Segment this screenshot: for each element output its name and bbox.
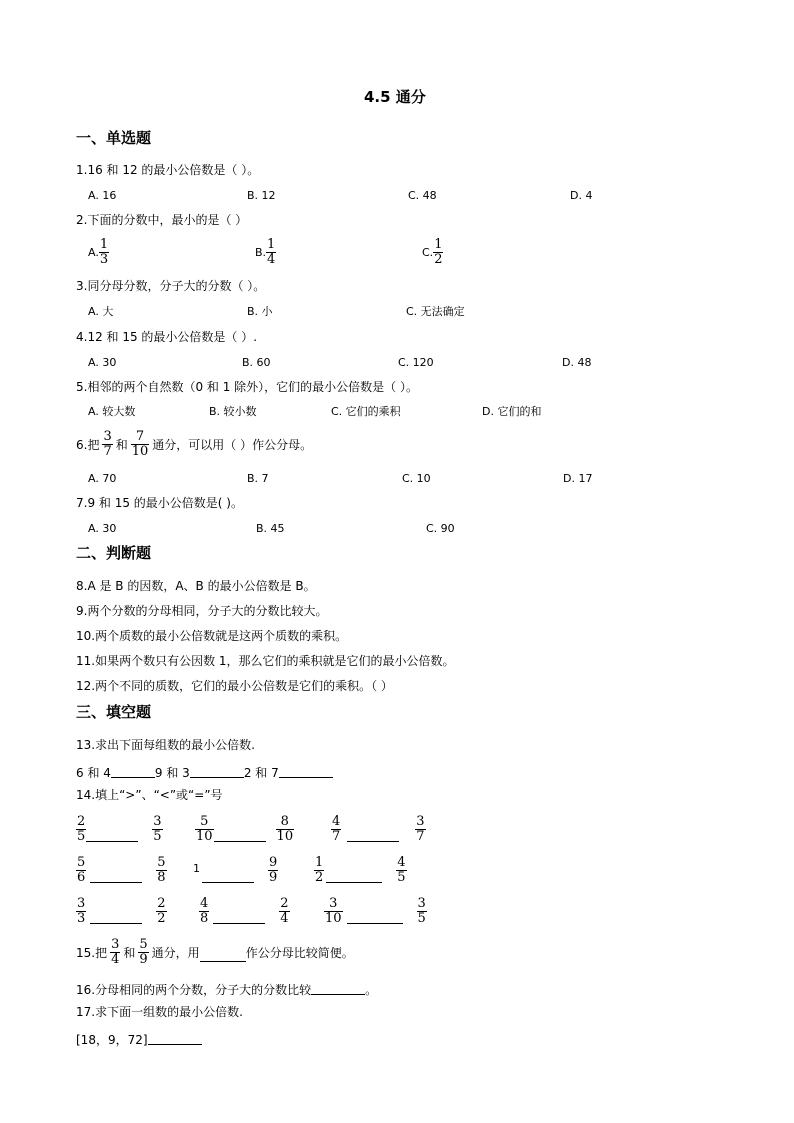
answer-blank[interactable] [86, 831, 138, 842]
fraction: $\frac{1}{3}$ [99, 237, 109, 267]
compare-item [199, 897, 290, 925]
q6-option-a: A. 70 [88, 472, 117, 485]
fraction: $\frac{5}{10}$ [196, 814, 213, 844]
compare-item [76, 856, 167, 884]
question-2-text: 2.下面的分数中，最小的是（ ） [76, 213, 248, 227]
fraction: $\frac{1}{4}$ [267, 237, 276, 267]
q7-option-b: B. 45 [256, 522, 285, 535]
question-15-text: 15.把 $\frac{3}{4}$ 和 $\frac{5}{9}$ 通分，用 作公分母比较简便。 [76, 937, 354, 967]
fraction: $\frac{1}{2}$ [434, 237, 443, 267]
fraction: $\frac{8}{10}$ [276, 814, 294, 844]
compare-item [195, 815, 294, 843]
q2-option-a: A. $\frac{1}{3}$ [88, 237, 109, 267]
q3-option-a: A. 大 [88, 305, 114, 318]
q3-option-c: C. 无法确定 [406, 305, 465, 318]
question-1-text: 1.16 和 12 的最小公倍数是（ ）。 [76, 163, 260, 177]
q7-option-c: C. 90 [426, 522, 455, 535]
q2-option-b: B. $\frac{1}{4}$ [255, 237, 276, 267]
fraction: $\frac{1}{2}$ [315, 855, 324, 885]
compare-item [331, 815, 426, 843]
fraction: $\frac{3}{3}$ [77, 896, 86, 926]
fraction: $\frac{5}{6}$ [77, 855, 86, 885]
q1-option-c: C. 48 [408, 189, 437, 202]
question-11-text: 11.如果两个数只有公因数 1，那么它们的乘积就是它们的最小公倍数。 [76, 654, 455, 668]
answer-blank[interactable] [347, 831, 399, 842]
page-title: 4.5 通分 [364, 88, 426, 106]
answer-blank[interactable] [90, 913, 142, 924]
answer-blank[interactable] [200, 951, 246, 962]
question-8-text: 8.A 是 B 的因数，A、B 的最小公倍数是 B。 [76, 579, 316, 593]
question-16-text: 16.分母相同的两个分数，分子大的分数比较 。 [76, 983, 378, 997]
q1-option-b: B. 12 [247, 189, 276, 202]
q4-option-c: C. 120 [398, 356, 434, 369]
question-17-text: 17.求下面一组数的最小公倍数. [76, 1005, 243, 1019]
fraction: $\frac{5}{9}$ [139, 937, 148, 967]
question-12-text: 12.两个不同的质数，它们的最小公倍数是它们的乘积。（ ） [76, 679, 393, 693]
q2-option-c: C. $\frac{1}{2}$ [422, 237, 443, 267]
fraction: $\frac{3}{5}$ [417, 896, 426, 926]
answer-blank[interactable] [326, 872, 382, 883]
q1-option-a: A. 16 [88, 189, 117, 202]
q1-option-d: D. 4 [570, 189, 593, 202]
fraction: $\frac{2}{2}$ [157, 896, 166, 926]
question-17-blank: [18，9，72] [76, 1031, 202, 1048]
answer-blank[interactable] [214, 831, 266, 842]
q5-option-a: A. 较大数 [88, 405, 136, 418]
answer-blank[interactable] [190, 767, 244, 778]
section-heading-fill-blank: 三、填空题 [76, 703, 152, 721]
q4-option-b: B. 60 [242, 356, 271, 369]
answer-blank[interactable] [202, 872, 254, 883]
q6-option-c: C. 10 [402, 472, 431, 485]
fraction: $\frac{3}{7}$ [103, 429, 112, 459]
fraction: $\frac{3}{10}$ [325, 896, 342, 926]
fraction: $\frac{2}{5}$ [77, 814, 86, 844]
question-9-text: 9.两个分数的分母相同，分子大的分数比较大。 [76, 604, 328, 618]
answer-blank[interactable] [148, 1034, 202, 1045]
q5-option-d: D. 它们的和 [482, 405, 542, 418]
q5-option-b: B. 较小数 [209, 405, 257, 418]
q6-option-b: B. 7 [247, 472, 269, 485]
fraction: $\frac{5}{8}$ [157, 855, 166, 885]
q3-option-b: B. 小 [247, 305, 273, 318]
question-6-text: 6.把 $\frac{3}{7}$ 和 $\frac{7}{10}$ 通分，可以用（ ）作公分母。 [76, 429, 313, 459]
fraction: $\frac{2}{4}$ [280, 896, 289, 926]
compare-item [76, 815, 163, 843]
fraction: $\frac{4}{7}$ [332, 814, 341, 844]
fraction: $\frac{7}{10}$ [131, 429, 149, 459]
answer-blank[interactable] [347, 913, 403, 924]
question-13-blanks: 6 和 4 9 和 3 2 和 7 [76, 764, 333, 781]
compare-item: 1 $\frac{9}{9}$ [193, 855, 278, 885]
question-5-text: 5.相邻的两个自然数（0 和 1 除外），它们的最小公倍数是（ ）。 [76, 380, 418, 394]
answer-blank[interactable] [90, 872, 142, 883]
question-13-text: 13.求出下面每组数的最小公倍数. [76, 738, 255, 752]
compare-item [324, 897, 427, 925]
answer-blank[interactable] [279, 767, 333, 778]
fraction: $\frac{4}{8}$ [200, 896, 209, 926]
q7-option-a: A. 30 [88, 522, 117, 535]
section-heading-single-choice: 一、单选题 [76, 129, 152, 147]
q6-option-d: D. 17 [563, 472, 593, 485]
question-3-text: 3.同分母分数，分子大的分数（ ）。 [76, 279, 266, 293]
fraction: $\frac{3}{7}$ [416, 814, 425, 844]
answer-blank[interactable] [213, 913, 265, 924]
question-4-text: 4.12 和 15 的最小公倍数是（ ）. [76, 330, 258, 344]
q4-option-a: A. 30 [88, 356, 117, 369]
answer-blank[interactable] [311, 984, 365, 995]
compare-item [314, 856, 407, 884]
answer-blank[interactable] [111, 767, 155, 778]
section-heading-true-false: 二、判断题 [76, 544, 152, 562]
compare-item [76, 897, 167, 925]
fraction: $\frac{3}{4}$ [111, 937, 120, 967]
question-10-text: 10.两个质数的最小公倍数就是这两个质数的乘积。 [76, 629, 348, 643]
q5-option-c: C. 它们的乘积 [331, 405, 401, 418]
fraction: $\frac{4}{5}$ [397, 855, 406, 885]
question-7-text: 7.9 和 15 的最小公倍数是( )。 [76, 496, 243, 510]
question-14-text: 14.填上“>”、“<”或“=”号 [76, 788, 223, 802]
fraction: $\frac{3}{5}$ [153, 814, 162, 844]
q4-option-d: D. 48 [562, 356, 592, 369]
fraction: $\frac{9}{9}$ [269, 855, 278, 885]
